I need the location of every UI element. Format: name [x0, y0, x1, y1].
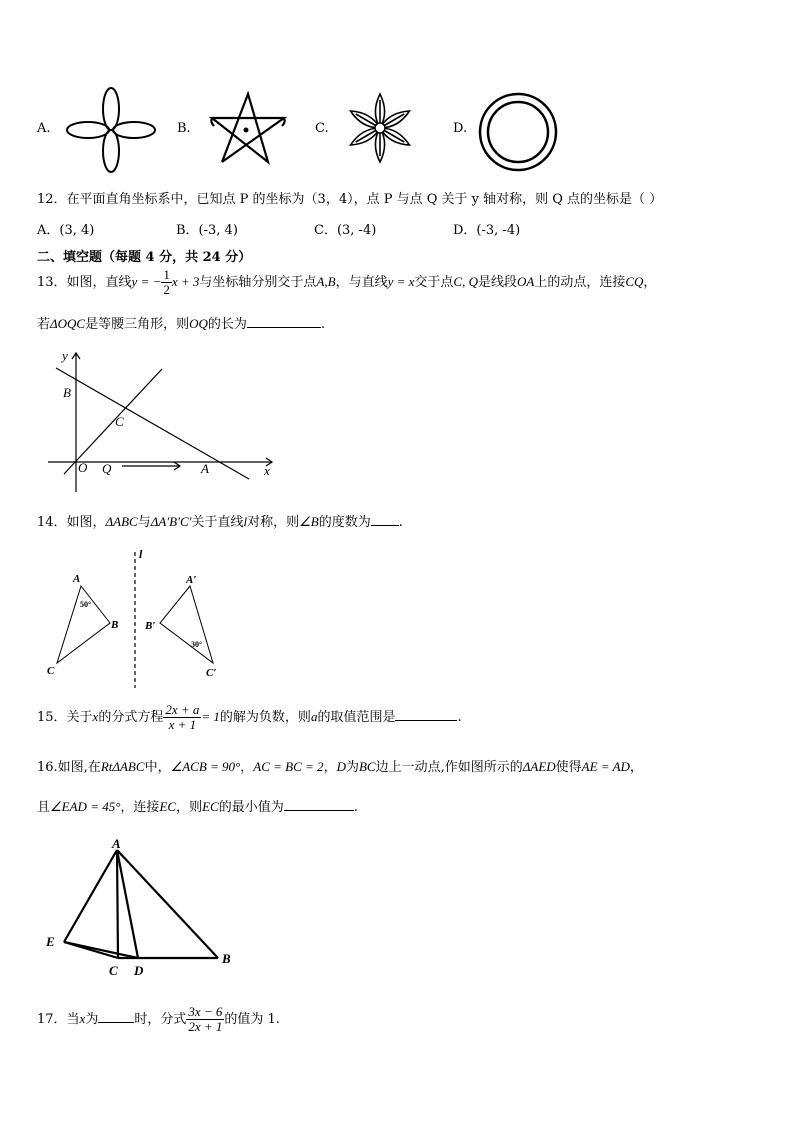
q13-pts: A,B: [316, 274, 336, 289]
q14-prefix: 14．如图，: [37, 515, 106, 530]
q13-line2-end: 的长为: [207, 317, 247, 332]
q16-c7: ，: [629, 760, 643, 775]
q16-angle: ∠ACB = 90°: [170, 759, 241, 774]
q13-eq-lhs: y = −: [131, 274, 162, 289]
q16-bc: BC: [358, 759, 376, 774]
q13-mid5: 上的动点，连接: [534, 275, 626, 290]
x-axis-label: x: [264, 463, 270, 478]
option-b-label: B.: [177, 121, 191, 136]
answer-blank[interactable]: [395, 707, 457, 721]
q16-ec: EC: [159, 799, 177, 814]
mirror-line-label: l: [139, 547, 143, 561]
q16-l2-mid: ，连接: [120, 800, 160, 815]
q16-c5: 边上一动点,作如图所示的: [375, 760, 523, 775]
option-a-label: A.: [37, 121, 51, 136]
answer-blank[interactable]: [371, 512, 399, 526]
q15-fraction: [163, 703, 201, 732]
q14-triangle-1: ΔABC: [105, 514, 138, 529]
q15-end: 的取值范围是: [317, 710, 396, 725]
q16-c3: ，: [323, 760, 337, 775]
q13-end: ，: [643, 275, 657, 290]
q14-mid2: 关于直线: [191, 515, 244, 530]
side-ed: [64, 942, 138, 958]
figure-16-triangles: [40, 836, 240, 984]
question-12-stem: 12．在平面直角坐标系中，已知点 P 的坐标为（3，4），点 P 与点 Q 关于 y 轴对称，则 Q 点的坐标是（ ）: [37, 192, 663, 207]
q16-eq2: AE = AD: [581, 759, 630, 774]
q16-triangle: RtΔABC: [100, 759, 145, 774]
side-ad: [117, 850, 138, 958]
q14-mid: 与: [137, 515, 151, 530]
q14-mid3: 对称，则: [247, 515, 300, 530]
q13-line2: y = x: [387, 274, 415, 289]
q14-period: .: [398, 515, 403, 530]
point-q-label: Q: [102, 461, 112, 476]
four-petal-flower-figure: [66, 87, 156, 173]
question-15: [37, 703, 462, 732]
line-y-equals-x: [64, 369, 162, 474]
q17-mid2: 时，分式: [134, 1012, 187, 1027]
q13-line2-prefix: 若: [37, 317, 51, 332]
q15-eq: = 1: [201, 709, 220, 724]
vertex-b-prime-label: B′: [145, 620, 156, 632]
vertex-c-label: C: [47, 665, 55, 677]
y-axis-label: y: [62, 348, 68, 363]
q16-c6: 使得: [555, 760, 582, 775]
point-e-label: E: [46, 934, 55, 949]
q13-fraction: [161, 268, 172, 297]
option-c: C．(3, -4): [314, 223, 377, 238]
q15-x: x: [92, 709, 99, 724]
question-14: [37, 511, 403, 530]
triangle-abc: [57, 586, 110, 663]
q13-pts2: C, Q: [453, 274, 478, 289]
point-a-label: A: [201, 461, 209, 476]
q16-ec-2: EC: [202, 799, 219, 814]
point-o-label: O: [78, 460, 88, 475]
q13-mid3: 交于点: [414, 275, 454, 290]
q14-line-l: l: [243, 514, 248, 529]
concentric-circles-figure: [477, 91, 559, 173]
q16-c2: ，: [240, 760, 254, 775]
question-16-line1: [37, 756, 643, 775]
q16-l2-mid2: ，则: [176, 800, 203, 815]
point-c-label: C: [115, 414, 124, 429]
answer-blank[interactable]: [247, 314, 321, 328]
q13-seg3: OQ: [189, 316, 208, 331]
six-petal-flower-figure: [343, 92, 417, 164]
option-d: D．(-3, -4): [453, 223, 521, 238]
vertex-a-label: A: [73, 573, 81, 585]
point-b-label: B: [222, 951, 231, 966]
q13-eq-rhs: x + 3: [171, 274, 200, 289]
q15-prefix: 15．关于: [37, 710, 93, 725]
question-16-line2: [37, 796, 358, 815]
q16-triangle-2: ΔAED: [522, 759, 556, 774]
q17-frac-num: 3x − 6: [188, 1004, 223, 1019]
q15-mid2: 的解为负数，则: [219, 710, 311, 725]
angle-30-label: 30°: [191, 640, 203, 649]
side-ae: [64, 850, 117, 942]
side-ac: [117, 850, 118, 958]
q16-period: .: [353, 800, 358, 815]
angle-50-label: 50°: [80, 600, 92, 609]
q16-l2-end: 的最小值为: [218, 800, 284, 815]
side-ab: [117, 850, 218, 958]
q17-prefix: 17．当: [37, 1012, 80, 1027]
point-c-label: C: [109, 963, 118, 978]
option-b: B．(-3, 4): [176, 223, 238, 238]
triangle-a2b2c2: [160, 586, 213, 663]
figure-14-reflection: [40, 546, 240, 692]
answer-blank[interactable]: [284, 797, 354, 811]
q16-angle-2: ∠EAD = 45°: [50, 799, 121, 814]
vertex-a-prime-label: A′: [186, 574, 197, 586]
q14-end: 的度数为: [318, 515, 371, 530]
star-figure: [208, 90, 288, 166]
vertex-c-prime-label: C′: [206, 667, 217, 679]
q17-fraction: [186, 1005, 224, 1034]
q15-mid: 的分式方程: [98, 710, 164, 725]
q13-mid1: 与坐标轴分别交于点: [199, 275, 317, 290]
question-13-line1: [37, 268, 656, 297]
question-17: [37, 1005, 280, 1034]
option-c-label: C.: [315, 121, 329, 136]
q14-angle: ∠B: [299, 514, 319, 529]
point-d-label: D: [134, 963, 144, 978]
q15-period: .: [457, 710, 462, 725]
q13-mid2: ，与直线: [335, 275, 388, 290]
q16-c4: 为: [345, 760, 359, 775]
q17-end: 的值为 1.: [224, 1012, 280, 1027]
option-a: A．(3, 4): [37, 223, 95, 238]
q13-triangle: ΔOQC: [50, 316, 86, 331]
q15-frac-den: x + 1: [168, 717, 197, 732]
q17-frac-den: 2x + 1: [188, 1019, 223, 1034]
q16-d: D: [336, 759, 346, 774]
q16-c1: 中，: [144, 760, 171, 775]
q13-frac-den: 2: [163, 282, 170, 297]
point-a-label: A: [112, 836, 121, 851]
q16-prefix: 16.如图,在: [37, 760, 101, 775]
q16-eq: AC = BC = 2: [253, 759, 324, 774]
q13-mid4: 是线段: [477, 275, 517, 290]
q13-line2-mid: 是等腰三角形，则: [85, 317, 190, 332]
q13-seg: OA: [517, 274, 535, 289]
vertex-b-label: B: [111, 619, 119, 631]
q17-mid: 为: [85, 1012, 99, 1027]
q16-l2-prefix: 且: [37, 800, 51, 815]
point-b-label: B: [63, 385, 71, 400]
q15-a: a: [310, 709, 318, 724]
section-heading: 二、填空题（每题 4 分，共 24 分）: [37, 250, 252, 265]
q14-triangle-2: ΔA′B′C′: [150, 514, 192, 529]
figure-13-coordinate-plane: [44, 347, 280, 495]
q17-x: x: [79, 1011, 86, 1026]
q13-period: .: [320, 317, 326, 332]
answer-blank[interactable]: [98, 1009, 134, 1023]
q15-frac-num: 2x + a: [165, 702, 200, 717]
q13-seg2: CQ: [625, 274, 644, 289]
q13-frac-num: 1: [163, 267, 170, 282]
option-d-label: D.: [453, 121, 468, 136]
question-13-line2: [37, 313, 325, 332]
q13-prefix: 13．如图，直线: [37, 275, 132, 290]
